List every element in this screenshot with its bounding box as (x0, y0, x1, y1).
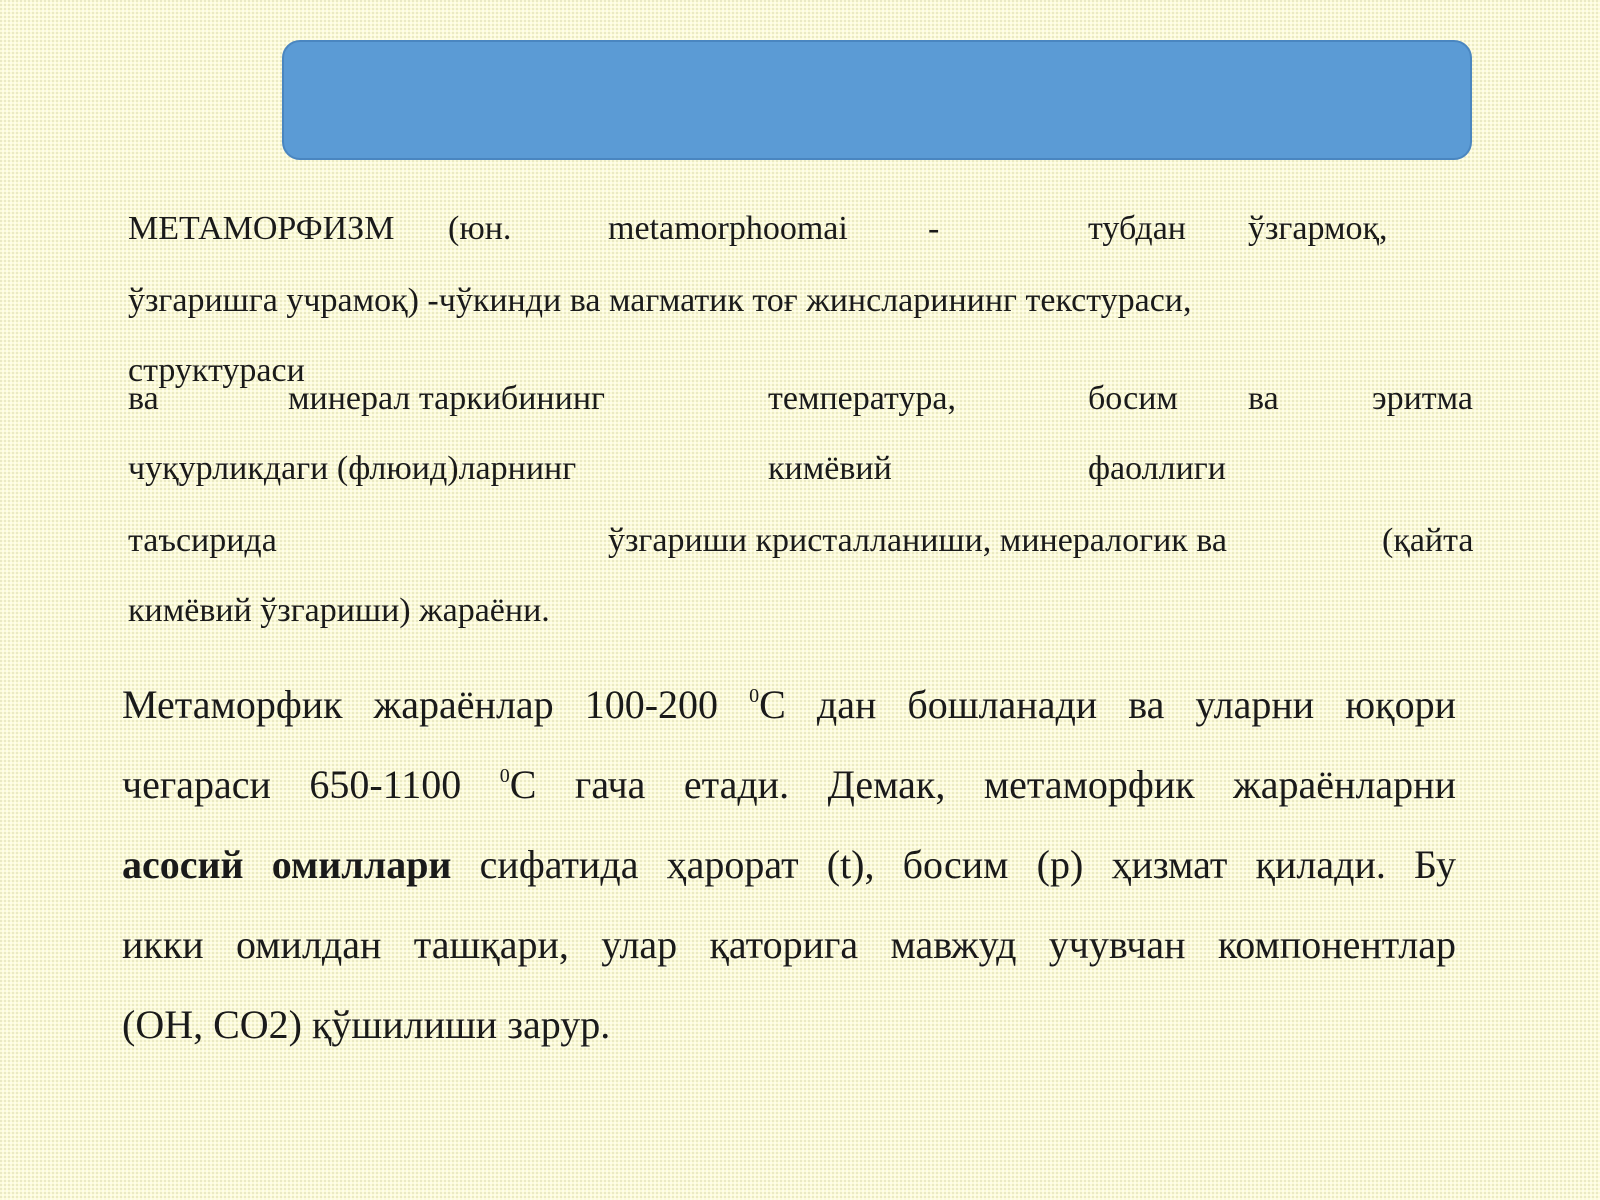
definition-line-3: структураси (128, 352, 305, 389)
paragraph-text: сифатида ҳарорат (t), босим (p) ҳизмат қилади. Бу (451, 842, 1456, 887)
definition-word: тубдан (1088, 210, 1186, 247)
paragraph-text: С дан бошланади ва уларни юқори (759, 682, 1456, 727)
paragraph-line-3 (122, 825, 1456, 905)
factors-paragraph (122, 665, 1456, 1065)
bold-phrase: асосий омиллари (122, 842, 452, 887)
definition-word: metamorphoomai (608, 210, 848, 247)
paragraph-line-5: (OH, CO2) қўшилиши зарур. (122, 1002, 611, 1047)
definition-word: ва (1248, 380, 1279, 417)
definition-word: минерал таркибининг (288, 380, 605, 417)
definition-word: температура, (768, 380, 956, 417)
definition-word: (қайта (1382, 522, 1474, 559)
definition-word: ўзгармоқ, (1248, 210, 1388, 247)
paragraph-text: чегараси 650-1100 (122, 762, 500, 807)
definition-word: фаоллиги (1088, 450, 1226, 487)
paragraph-text: Метаморфик жараёнлар 100-200 (122, 682, 750, 727)
paragraph-line-1 (122, 665, 1456, 745)
paragraph-text: С гача етади. Демак, метаморфик жараёнларни (509, 762, 1456, 807)
term-word: МЕТАМОРФИЗМ (128, 210, 395, 247)
paragraph-line-2 (122, 745, 1456, 825)
definition-word: ўзгариши кристалланиши, минералогик ва (608, 522, 1228, 559)
degree-superscript: 0 (749, 685, 760, 707)
definition-word: таъсирида (128, 522, 277, 559)
definition-word: (юн. (448, 210, 512, 247)
definition-word: эритма (1372, 380, 1474, 417)
definition-word: чуқурликдаги (флюид)ларнинг (128, 450, 577, 487)
definition-word: босим (1088, 380, 1178, 417)
definition-word: ва (128, 380, 159, 417)
definition-line-7: кимёвий ўзгариши) жараёни. (128, 592, 550, 629)
definition-line-2: ўзгаришга учрамоқ) -чўкинди ва магматик тоғ жинсларининг текстураси, (128, 282, 1192, 319)
title-bar (282, 40, 1472, 160)
paragraph-line-4: икки омилдан ташқари, улар қаторига мавжуд учувчан компонентлар (122, 922, 1456, 967)
definition-word: кимёвий (768, 450, 892, 487)
degree-superscript: 0 (499, 765, 510, 787)
definition-word: - (928, 210, 940, 247)
